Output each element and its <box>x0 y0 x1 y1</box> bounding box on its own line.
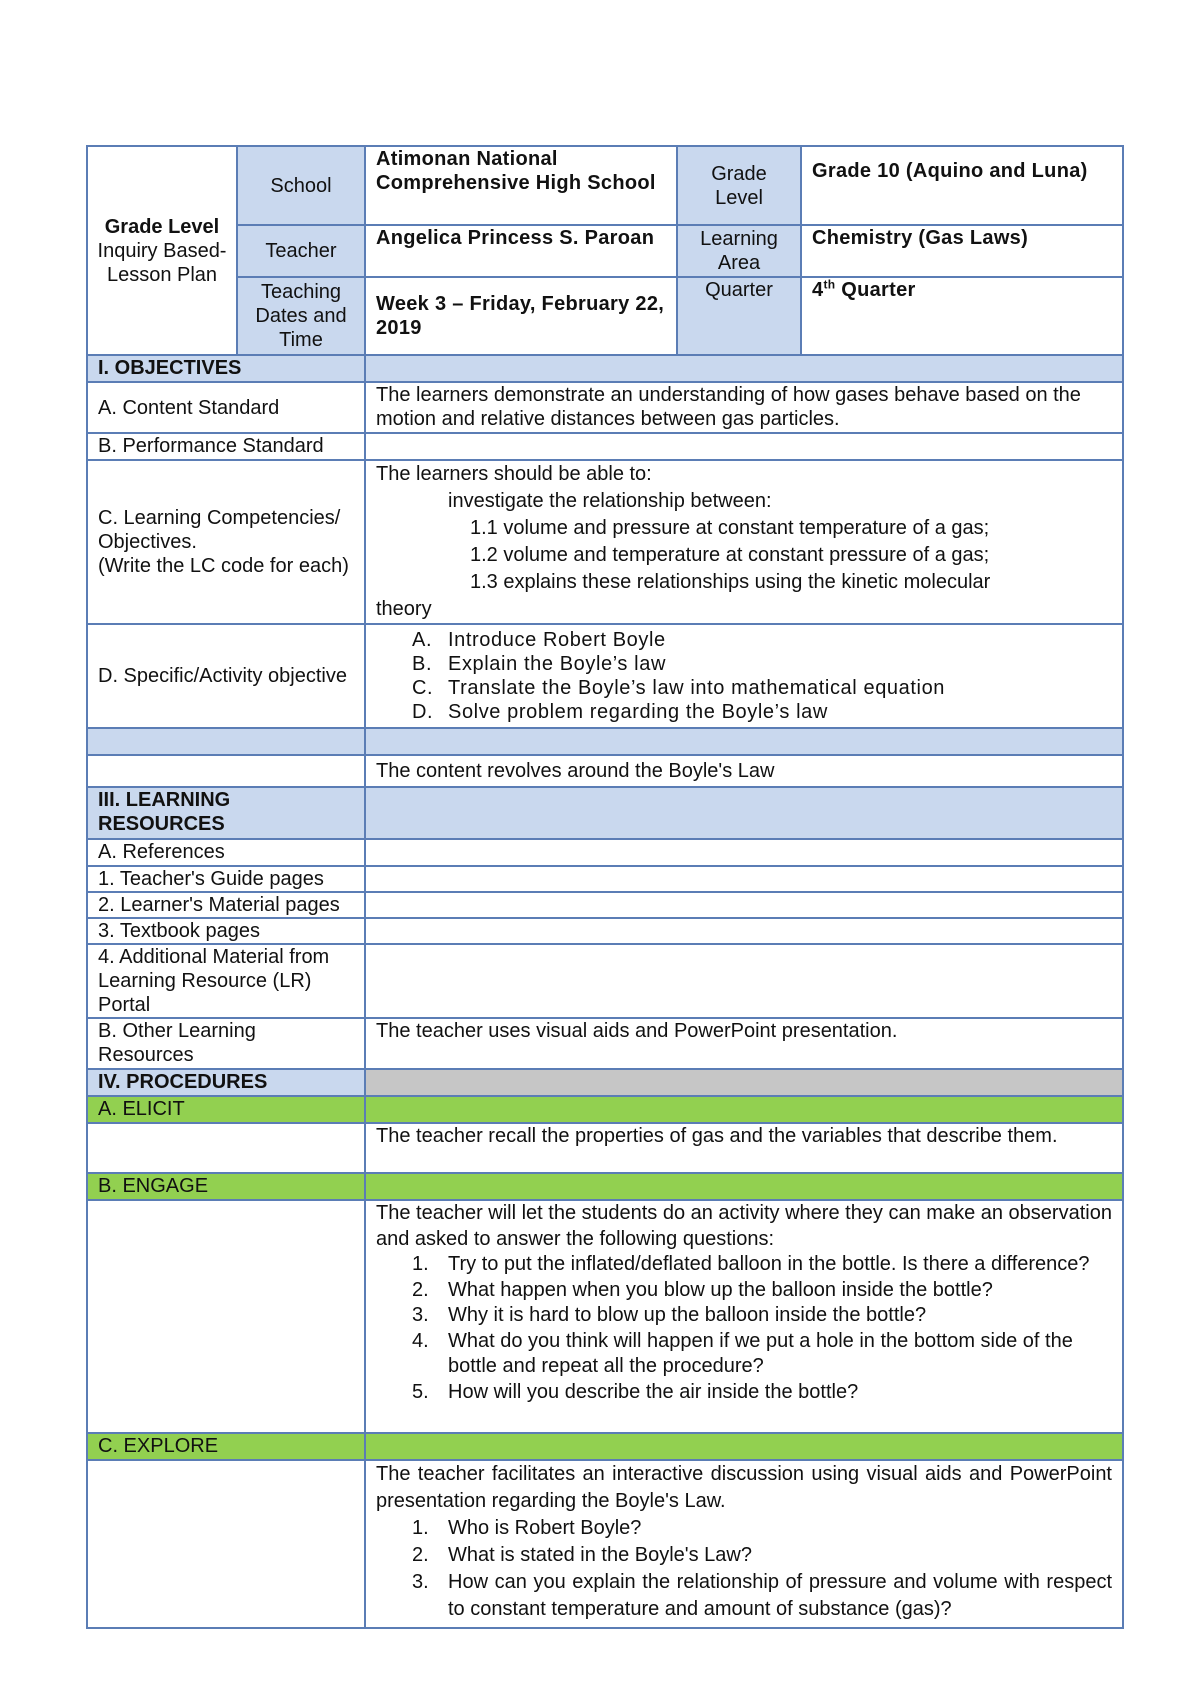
explore-intro: The teacher facilitates an interactive discussion using visual aids and PowerPoint presentation regarding the Boyle's Law. <box>376 1463 1112 1512</box>
list-text: Explain the Boyle’s law <box>448 653 666 675</box>
school-value: Atimonan National Comprehensive High School <box>365 146 677 225</box>
elicit-label-blank <box>365 1096 1123 1123</box>
list-item <box>412 1380 1112 1406</box>
list-text: Translate the Boyle’s law into mathematical equation <box>448 677 946 699</box>
grade-level-title: Grade Level <box>104 215 220 238</box>
teaching-dates-value: Week 3 – Friday, February 22, 2019 <box>365 277 677 355</box>
content-label-blank <box>87 755 365 787</box>
list-item <box>412 652 1112 676</box>
teacher-label: Teacher <box>237 225 365 277</box>
lc-item-2: 1.2 volume and temperature at constant pressure of a gas; <box>470 544 990 566</box>
learners-material-label: 2. Learner's Material pages <box>87 892 365 918</box>
teachers-guide-label: 1. Teacher's Guide pages <box>87 866 365 892</box>
engage-question-list <box>376 1252 1112 1405</box>
learning-competencies-label <box>87 460 365 624</box>
objectives-heading: I. OBJECTIVES <box>87 355 365 382</box>
explore-label: C. EXPLORE <box>87 1433 365 1460</box>
lesson-plan-type: Inquiry Based-Lesson Plan <box>97 239 227 286</box>
list-text: What is stated in the Boyle's Law? <box>448 1544 752 1566</box>
grade-level-cell <box>87 146 237 355</box>
references-label: A. References <box>87 839 365 866</box>
explore-left-blank <box>87 1460 365 1628</box>
explore-label-blank <box>365 1433 1123 1460</box>
resources-heading: III. LEARNING RESOURCES <box>87 787 365 839</box>
procedures-heading: IV. PROCEDURES <box>87 1069 365 1096</box>
engage-label: B. ENGAGE <box>87 1173 365 1200</box>
list-item <box>412 1569 1112 1623</box>
lc-tail: theory <box>376 598 432 620</box>
performance-standard-label: B. Performance Standard <box>87 433 365 460</box>
explore-question-list <box>376 1515 1112 1623</box>
quarter-value <box>801 277 1123 355</box>
lc-item-1: 1.1 volume and pressure at constant temperature of a gas; <box>470 517 990 539</box>
list-item <box>412 1252 1112 1278</box>
lesson-plan-table <box>86 145 1124 1629</box>
content-value: The content revolves around the Boyle's Law <box>365 755 1123 787</box>
quarter-label: Quarter <box>677 277 801 355</box>
list-item <box>412 1542 1112 1569</box>
list-text: Try to put the inflated/deflated balloon in the bottle. Is there a difference? <box>448 1253 1090 1275</box>
content-standard-value: The learners demonstrate an understanding of how gases behave based on the motion and relative distances between gas particles. <box>365 382 1123 433</box>
list-marker: A. <box>412 629 433 651</box>
list-marker: 1. <box>412 1253 429 1275</box>
content-heading-blank <box>87 728 365 755</box>
resources-heading-blank <box>365 787 1123 839</box>
list-item <box>412 1278 1112 1304</box>
objectives-heading-blank <box>365 355 1123 382</box>
teacher-value: Angelica Princess S. Paroan <box>365 225 677 277</box>
lc-sub: investigate the relationship between: <box>448 490 772 512</box>
lc-label-line1: C. Learning Competencies/ Objectives. <box>98 507 341 553</box>
explore-content <box>365 1460 1123 1628</box>
other-resources-value: The teacher uses visual aids and PowerPoint presentation. <box>365 1018 1123 1069</box>
list-item <box>412 700 1112 724</box>
content-heading-value-blank <box>365 728 1123 755</box>
list-marker: 4. <box>412 1329 429 1352</box>
list-text: Introduce Robert Boyle <box>448 629 666 651</box>
list-item <box>412 1303 1112 1329</box>
teaching-dates-label: Teaching Dates and Time <box>237 277 365 355</box>
list-item <box>412 676 1112 700</box>
other-resources-label: B. Other Learning Resources <box>87 1018 365 1069</box>
specific-objective-label: D. Specific/Activity objective <box>87 624 365 728</box>
textbook-label: 3. Textbook pages <box>87 918 365 944</box>
list-text: Who is Robert Boyle? <box>448 1517 642 1539</box>
list-marker: C. <box>412 677 434 699</box>
engage-label-blank <box>365 1173 1123 1200</box>
list-marker: B. <box>412 653 433 675</box>
school-label: School <box>237 146 365 225</box>
lc-item-3: 1.3 explains these relationships using the kinetic molecular <box>470 571 991 593</box>
list-item <box>412 1515 1112 1542</box>
additional-material-value <box>365 944 1123 1018</box>
specific-objective-list <box>376 628 1112 724</box>
learning-area-label: Learning Area <box>677 225 801 277</box>
learning-competencies-value <box>365 460 1123 624</box>
textbook-value <box>365 918 1123 944</box>
list-text: How can you explain the relationship of pressure and volume with respect to constant temperature and amount of substance (gas)? <box>448 1571 1112 1620</box>
list-item <box>412 628 1112 652</box>
lc-label-line2: (Write the LC code for each) <box>98 555 349 577</box>
list-marker: D. <box>412 701 434 723</box>
grade-label: Grade Level <box>677 146 801 225</box>
list-marker: 2. <box>412 1544 429 1566</box>
specific-objective-value <box>365 624 1123 728</box>
list-marker: 3. <box>412 1571 429 1593</box>
quarter-number: 4 <box>812 279 824 301</box>
procedures-heading-blank <box>365 1069 1123 1096</box>
performance-standard-value <box>365 433 1123 460</box>
references-value <box>365 839 1123 866</box>
elicit-left-blank <box>87 1123 365 1173</box>
additional-material-label: 4. Additional Material from Learning Resource (LR) Portal <box>87 944 365 1018</box>
engage-intro: The teacher will let the students do an activity where they can make an observation and asked to answer the following questions: <box>376 1202 1112 1250</box>
list-text: Why it is hard to blow up the balloon inside the bottle? <box>448 1304 927 1326</box>
learners-material-value <box>365 892 1123 918</box>
list-marker: 1. <box>412 1517 429 1539</box>
list-text: What do you think will happen if we put a hole in the bottom side of the bottle and repeat all the procedure? <box>448 1329 1073 1377</box>
quarter-word: Quarter <box>835 279 916 301</box>
elicit-label: A. ELICIT <box>87 1096 365 1123</box>
list-text: What happen when you blow up the balloon inside the bottle? <box>448 1278 993 1301</box>
lc-intro: The learners should be able to: <box>376 463 652 485</box>
list-item <box>412 1329 1112 1380</box>
list-marker: 2. <box>412 1278 429 1301</box>
engage-content <box>365 1200 1123 1433</box>
list-marker: 5. <box>412 1380 429 1403</box>
quarter-suffix: th <box>823 277 836 292</box>
list-text: How will you describe the air inside the bottle? <box>448 1380 859 1403</box>
content-standard-label: A. Content Standard <box>87 382 365 433</box>
engage-left-blank <box>87 1200 365 1433</box>
learning-area-value: Chemistry (Gas Laws) <box>801 225 1123 277</box>
grade-value: Grade 10 (Aquino and Luna) <box>801 146 1123 225</box>
list-text: Solve problem regarding the Boyle’s law <box>448 701 828 723</box>
list-marker: 3. <box>412 1304 429 1326</box>
teachers-guide-value <box>365 866 1123 892</box>
elicit-text: The teacher recall the properties of gas and the variables that describe them. <box>365 1123 1123 1173</box>
